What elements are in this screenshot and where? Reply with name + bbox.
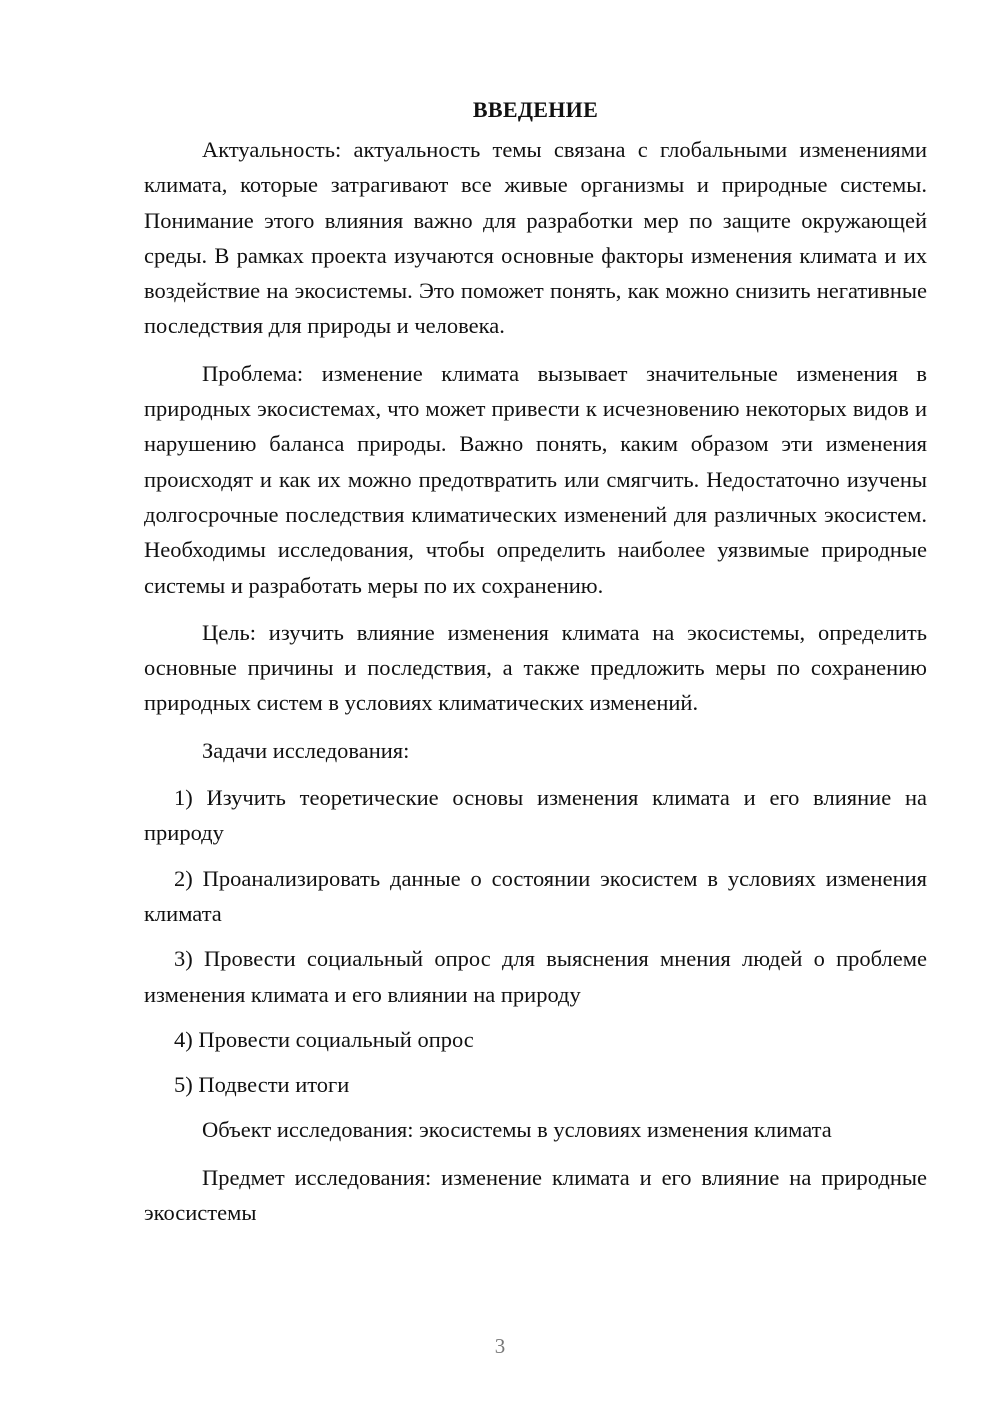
goal-paragraph: Цель: изучить влияние изменения климата на экосистемы, определить основные причины и последствия, а также предложить меры по сохранению природных систем в условиях климатических изменений. xyxy=(144,619,927,716)
problem-paragraph: Проблема: изменение климата вызывает значительные изменения в природных экосистемах, что может привести к исчезновению некоторых видов и нарушению баланса природы. Важно понять, каким образом эти изменения происходят и как их можно предотвратить или смягчить. Недостаточно изучены долгосрочные последствия климатических изменений для различных экосистем. Необходимы исследования, чтобы определить наиболее уязвимые природные системы и разработать меры по их сохранению. xyxy=(144,360,927,598)
research-subject-paragraph: Предмет исследования: изменение климата и его влияние на природные экосистемы xyxy=(144,1164,927,1226)
research-object-paragraph: Объект исследования: экосистемы в условиях изменения климата xyxy=(202,1117,832,1143)
page-content xyxy=(144,92,927,1242)
task-item-5: 5) Подвести итоги xyxy=(174,1072,350,1098)
tasks-heading: Задачи исследования: xyxy=(202,737,410,763)
page-number: 3 xyxy=(494,1334,506,1358)
section-title: ВВЕДЕНИЕ xyxy=(472,97,599,122)
task-item-1: 1) Изучить теоретические основы изменения климата и его влияние на природу xyxy=(144,785,927,846)
task-item-4: 4) Провести социальный опрос xyxy=(174,1026,474,1052)
task-item-2: 2) Проанализировать данные о состоянии экосистем в условиях изменения климата xyxy=(144,865,927,926)
relevance-paragraph: Актуальность: актуальность темы связана с глобальными изменениями климата, которые затрагивают все живые организмы и природные системы. Понимание этого влияния важно для разработки мер по защите окружающей среды. В рамках проекта изучаются основные факторы изменения климата и их воздействие на экосистемы. Это поможет понять, как можно снизить негативные последствия для природы и человека. xyxy=(144,137,927,339)
task-item-3: 3) Провести социальный опрос для выяснения мнения людей о проблеме изменения климата и его влиянии на природу xyxy=(144,946,927,1007)
